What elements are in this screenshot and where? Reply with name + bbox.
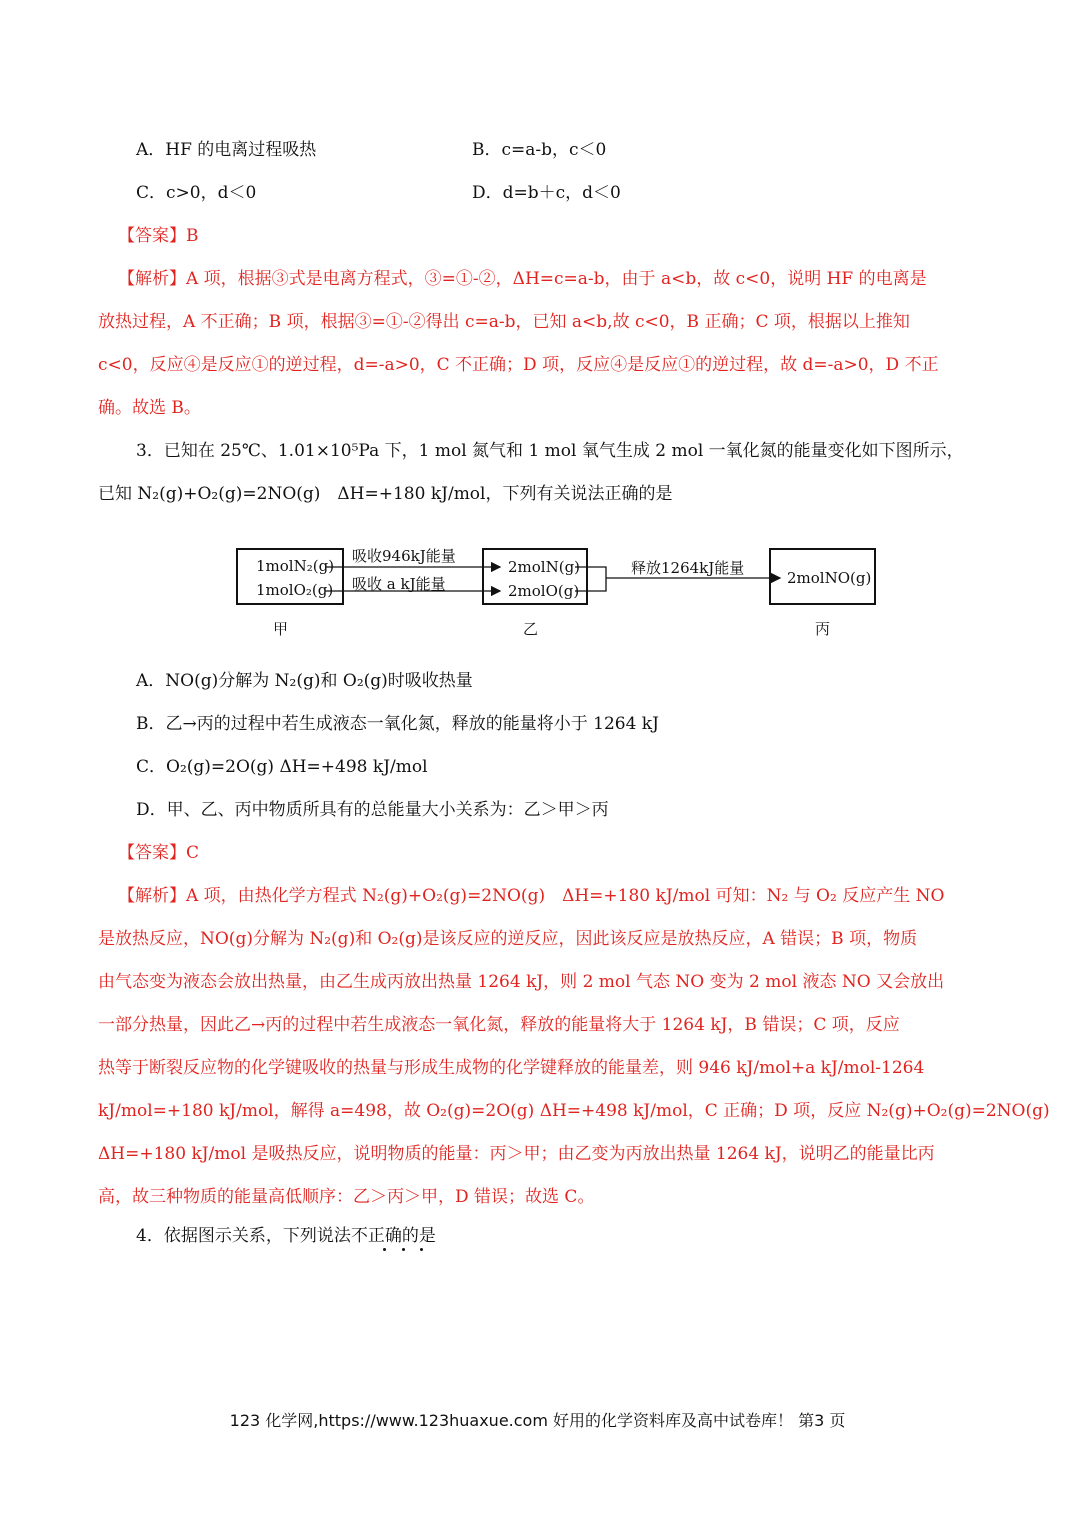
label-jia: 甲 xyxy=(273,620,289,638)
q2-analysis-text-1: A 项，根据③式是电离方程式，③=①-②，ΔH=c=a-b，由于 a<b，故 c<0，说明 HF 的电离是 xyxy=(186,269,927,289)
q3-analysis-line-2: 是放热反应，NO(g)分解为 N₂(g)和 O₂(g)是该反应的逆反应，因此该反应是放热反应，A 错误；B 项，物质 xyxy=(98,929,918,949)
q3-analysis-label: 【解析】 xyxy=(118,886,186,906)
box-jia-line-2: 1molO₂(g) xyxy=(256,581,334,599)
box-bing-text: 2molNO(g) xyxy=(787,569,872,587)
q3-option-c: C．O₂(g)=2O(g) ΔH=+498 kJ/mol xyxy=(136,757,428,777)
box-jia-line-1: 1molN₂(g) xyxy=(256,557,335,575)
q3-analysis-text-1: A 项，由热化学方程式 N₂(g)+O₂(g)=2NO(g) ΔH=+180 kJ/mol 可知：N₂ 与 O₂ 反应产生 NO xyxy=(186,886,945,906)
q2-analysis-line-4: 确。故选 B。 xyxy=(98,398,201,418)
box-yi-line-1: 2molN(g) xyxy=(508,558,581,576)
q3-answer: 【答案】C xyxy=(118,843,200,863)
arrow-1-label: 吸收946kJ能量 xyxy=(352,547,456,565)
label-yi: 乙 xyxy=(523,620,539,638)
box-yi-line-2: 2molO(g) xyxy=(508,582,580,600)
q2-option-c: C．c>0，d＜0 xyxy=(136,183,257,203)
page-footer: 123 化学网,https://www.123huaxue.com 好用的化学资料库及高中试卷库！ 第3 页 xyxy=(229,1411,846,1430)
arrow-2-label: 吸收 a kJ能量 xyxy=(352,575,446,593)
emphasis-dot xyxy=(383,1248,386,1251)
q3-stem-line-2: 已知 N₂(g)+O₂(g)=2NO(g) ΔH=+180 kJ/mol，下列有关说法正确的是 xyxy=(98,484,673,504)
q3-analysis-line-3: 由气态变为液态会放出热量，由乙生成丙放出热量 1264 kJ，则 2 mol 气态 NO 变为 2 mol 液态 NO 又会放出 xyxy=(98,972,945,992)
emphasis-dot xyxy=(420,1248,423,1251)
diagram-arrows xyxy=(0,0,1075,700)
q2-option-b: B．c=a-b，c＜0 xyxy=(472,140,607,160)
q3-analysis-line-6: kJ/mol=+180 kJ/mol，解得 a=498，故 O₂(g)=2O(g) ΔH=+498 kJ/mol，C 正确；D 项，反应 N₂(g)+O₂(g)=2NO(g) xyxy=(98,1101,1050,1121)
bracket xyxy=(575,567,606,591)
label-bing: 丙 xyxy=(815,620,831,638)
q2-answer: 【答案】B xyxy=(118,226,199,246)
q2-analysis-line-3: c<0，反应④是反应①的逆过程，d=-a>0，C 不正确；D 项，反应④是反应①的逆过程，故 d=-a>0，D 不正 xyxy=(98,355,939,375)
q2-analysis-label: 【解析】 xyxy=(118,269,186,289)
q3-analysis-line-5: 热等于断裂反应物的化学键吸收的热量与形成生成物的化学键释放的能量差，则 946 kJ/mol+a kJ/mol-1264 xyxy=(98,1058,925,1078)
q4-stem: 4．依据图示关系，下列说法不正确的是 xyxy=(136,1226,436,1246)
q2-option-a: A．HF 的电离过程吸热 xyxy=(136,140,317,160)
q3-analysis-line-4: 一部分热量，因此乙→丙的过程中若生成液态一氧化氮，释放的能量将大于 1264 kJ，B 错误；C 项，反应 xyxy=(98,1015,900,1035)
q3-analysis-line-1 xyxy=(118,884,944,908)
q2-option-d: D．d=b＋c，d＜0 xyxy=(472,183,621,203)
q3-option-a: A．NO(g)分解为 N₂(g)和 O₂(g)时吸收热量 xyxy=(136,671,473,691)
q3-option-b: B．乙→丙的过程中若生成液态一氧化氮，释放的能量将小于 1264 kJ xyxy=(136,714,659,734)
q2-analysis-line-2: 放热过程，A 不正确；B 项，根据③=①-②得出 c=a-b，已知 a<b,故 c<0，B 正确；C 项，根据以上推知 xyxy=(98,312,910,332)
q3-stem-line-1: 3．已知在 25℃、1.01×10⁵Pa 下，1 mol 氮气和 1 mol 氧气生成 2 mol 一氧化氮的能量变化如下图所示， xyxy=(136,441,964,461)
q3-option-d: D．甲、乙、丙中物质所具有的总能量大小关系为：乙＞甲＞丙 xyxy=(136,800,609,820)
arrow-3-label: 释放1264kJ能量 xyxy=(631,559,745,577)
q3-analysis-line-8: 高，故三种物质的能量高低顺序：乙＞丙＞甲，D 错误；故选 C。 xyxy=(98,1187,595,1207)
q3-analysis-line-7: ΔH=+180 kJ/mol 是吸热反应，说明物质的能量：丙＞甲；由乙变为丙放出热量 1264 kJ，说明乙的能量比丙 xyxy=(98,1144,935,1164)
emphasis-dot xyxy=(402,1248,405,1251)
